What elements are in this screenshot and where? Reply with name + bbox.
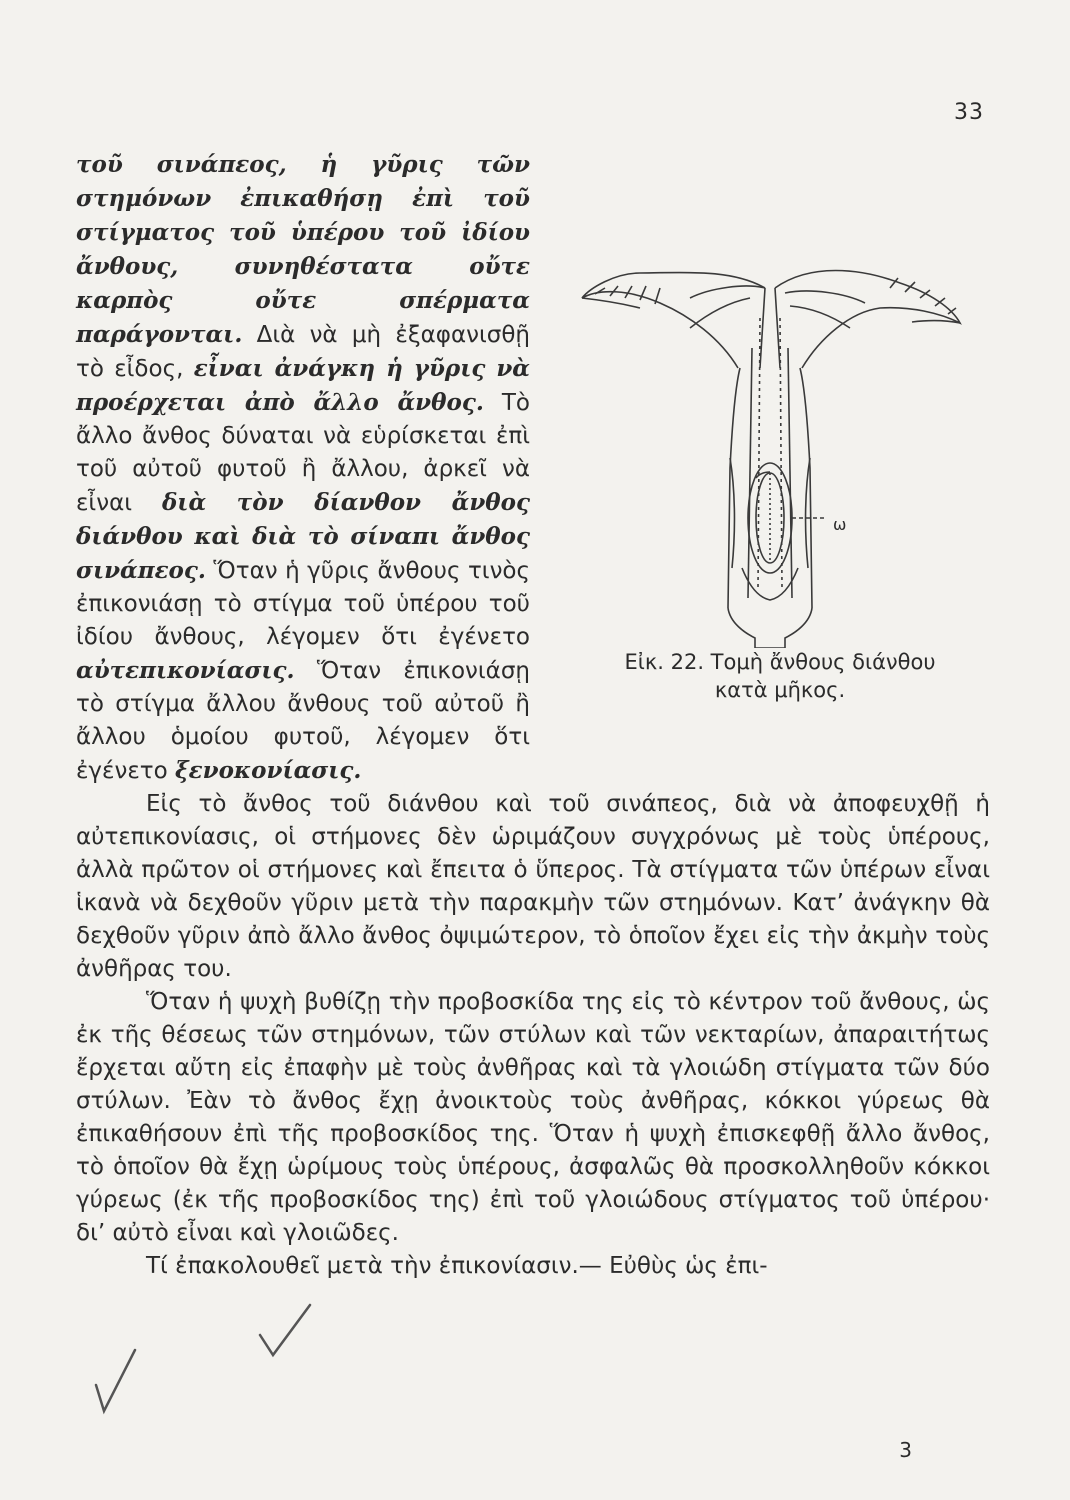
section-heading: Τί ἐπακολουθεῖ μετὰ τὴν ἐπικονίασιν.— — [146, 1253, 602, 1279]
paragraph-dianthus: Εἰς τὸ ἄνθος τοῦ διάνθου καὶ τοῦ σινάπεος, διὰ νὰ ἀποφευχθῇ ἡ αὐτεπικονίασις, οἱ στήμονες δὲν ὡριμάζουν συγχρόνως μὲ τοὺς ὑπέρους, ἀλλὰ πρῶτον οἱ στήμονες καὶ ἔπειτα ὁ ὕπερος. Τὰ στίγματα τῶν ὑπέρων εἶναι ἱκανὰ νὰ δεχθοῦν γῦριν μετὰ τὴν παρακμὴν τῶν στημόνων. Κατ’ ἀνάγκην θὰ δεχθοῦν γῦριν ἀπὸ ἄλλο ἄνθος ὀψιμώτερον, τὸ ὁποῖον ἔχει εἰς τὴν ἀκμὴν τοὺς ἀνθῆρας του. — [76, 791, 990, 982]
handwritten-check-icon — [255, 1300, 315, 1360]
flower-cross-section-illustration — [560, 228, 980, 648]
emphasis-text: εἶναι ἀνάγκη ἡ γῦρις νὰ προέρχεται ἀπὸ ἄλλο ἄνθος. — [76, 355, 530, 416]
emphasis-text: διὰ τὸν δίανθον ἄνθος διάνθου καὶ διὰ τὸ σίναπι ἄνθος σινάπεος. — [76, 489, 530, 584]
body-text: Εὐθὺς ὡς ἐπι- — [601, 1253, 768, 1279]
body-text: Διὰ νὰ μὴ ἐξαφανισθῇ τὸ εἶδος, — [76, 322, 530, 382]
paragraph-after-pollination — [76, 1250, 990, 1283]
figure-caption — [550, 648, 990, 704]
figure-flower-section — [550, 228, 990, 723]
term-self-pollination: αὐτεπικονίασις. — [76, 657, 295, 684]
body-text: Ὅταν ἐπικονιάσῃ τὸ στίγμα ἄλλου ἄνθους τοῦ αὐτοῦ ἢ ἄλλου ὁμοίου φυτοῦ, λέγομεν ὅτι ἐγένετο — [76, 658, 530, 784]
body-text: Τὸ ἄλλο ἄνθος δύναται νὰ εὑρίσκεται ἐπὶ τοῦ αὐτοῦ φυτοῦ ἢ ἄλλου, ἀρκεῖ νὰ εἶναι — [76, 390, 530, 516]
paragraph-butterfly: Ὅταν ἡ ψυχὴ βυθίζῃ τὴν προβοσκίδα της εἰς τὸ κέντρον τοῦ ἄνθους, ὡς ἐκ τῆς θέσεως τῶν στημόνων, τῶν στύλων καὶ τῶν νεκταρίων, ἀπαραιτήτως ἔρχεται αὔτη εἰς ἐπαφὴν μὲ τοὺς ἀνθῆρας καὶ τὰ γλοιώδη στίγματα τῶν δύο στύλων. Ἐὰν τὸ ἄνθος ἔχῃ ἀνοικτοὺς τοὺς ἀνθῆρας, κόκκοι γύρεως θὰ ἐπικαθήσουν ἐπὶ τῆς προβοσκίδος της. Ὅταν ἡ ψυχὴ ἐπισκεφθῇ ἄλλο ἄνθος, τὸ ὁποῖον θὰ ἔχῃ ὡρίμους τοὺς ὑπέρους, ἀσφαλῶς θὰ προσκολληθοῦν κόκκοι γύρεως (ἐκ τῆς προβοσκίδος της) ἐπὶ τοῦ γλοιώδους στίγματος τοῦ ὑπέρου· δι’ αὐτὸ εἶναι καὶ γλοιῶδες. — [76, 989, 990, 1246]
body-text: Ὅταν ἡ γῦρις ἄνθους τινὸς ἐπικονιάσῃ τὸ στίγμα τοῦ ὑπέρου τοῦ ἰδίου ἄνθους, λέγομεν ὅτι ἐγένετο — [76, 558, 530, 650]
term-cross-pollination: ξενοκονίασις. — [175, 757, 362, 784]
figure-caption-line1: Εἰκ. 22. Τομὴ ἄνθους διάνθου — [624, 650, 936, 674]
figure-label-omega: ω — [833, 515, 847, 534]
handwritten-check-icon — [90, 1345, 140, 1415]
main-text-column — [76, 148, 990, 1283]
page-number: 33 — [954, 100, 984, 125]
emphasis-text: τοῦ σινάπεος, ἡ γῦρις τῶν στημόνων ἐπικαθήσῃ ἐπὶ τοῦ στίγματος τοῦ ὑπέρου τοῦ ἰδίου ἄνθους, συνηθέστατα οὔτε καρπὸς οὔτε σπέρματα παράγονται. — [76, 151, 530, 348]
figure-caption-line2: κατὰ μῆκος. — [714, 678, 846, 702]
signature-mark: 3 — [899, 1438, 912, 1462]
